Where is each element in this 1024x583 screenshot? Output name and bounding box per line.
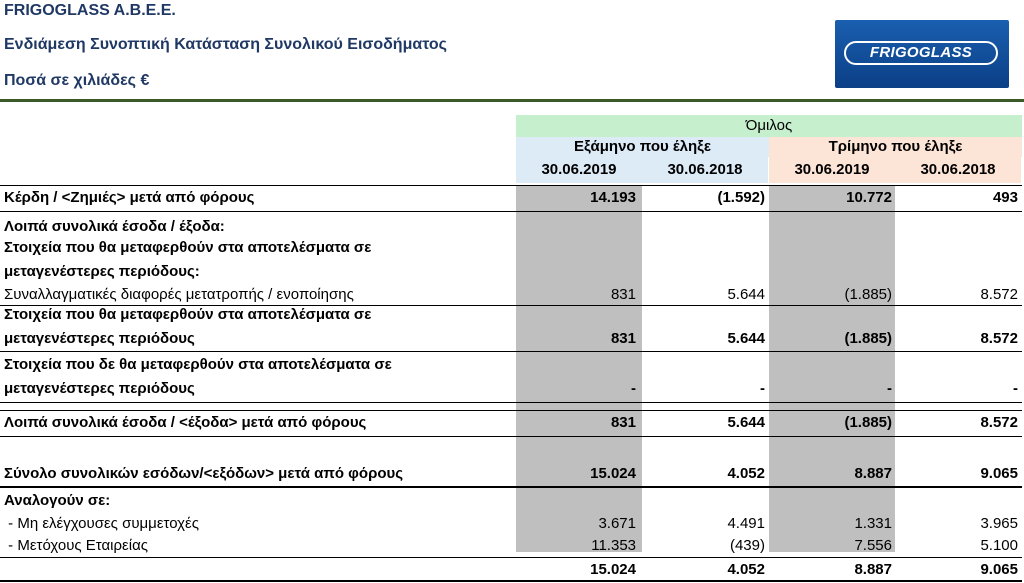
date-col-2: 30.06.2018 <box>642 157 768 183</box>
row-profit-label: Κέρδη / <Ζημιές> μετά από φόρους <box>4 189 255 206</box>
row-profit-value: 493 <box>992 189 1018 206</box>
row-reclass-total-value: (1.885) <box>844 330 892 347</box>
attrib-heading: Αναλογούν σε: <box>4 492 111 509</box>
row-fx-value: 8.572 <box>980 286 1018 303</box>
period-3m-header: Τρίμηνο που έληξε <box>769 137 1022 157</box>
row-owners-label: - Μετόχους Εταιρείας <box>4 537 148 554</box>
row-oci-after-tax-value: 831 <box>610 414 636 431</box>
row-reclass-total-value: 831 <box>610 330 636 347</box>
row-nci-value: 3.965 <box>980 515 1018 532</box>
table-rule <box>0 557 1022 558</box>
oci-heading: Λοιπά συνολικά έσοδα / έξοδα: <box>4 218 225 235</box>
row-non-reclass-label: μεταγενέστερες περιόδους <box>4 380 195 397</box>
row-fx-value: 5.644 <box>727 286 765 303</box>
table-rule <box>0 351 1022 352</box>
period-6m-header: Εξάμηνο που έληξε <box>516 137 769 157</box>
date-col-4: 30.06.2018 <box>895 157 1021 183</box>
row-nci-value: 3.671 <box>598 515 636 532</box>
logo-text: FRIGOGLASS <box>844 41 998 65</box>
table-rule <box>0 486 1022 488</box>
row-attrib-total-value: 4.052 <box>727 561 765 578</box>
row-reclass-total-value: 8.572 <box>980 330 1018 347</box>
column-shade-6m-2019 <box>516 186 642 552</box>
row-nci-label: - Μη ελέγχουσες συμμετοχές <box>4 515 199 532</box>
row-attrib-total-value: 15.024 <box>590 561 636 578</box>
date-col-1: 30.06.2019 <box>516 157 642 183</box>
row-nci-value: 1.331 <box>854 515 892 532</box>
row-total-ci-label: Σύνολο συνολικών εσόδων/<εξόδων> μετά από φόρους <box>4 465 404 482</box>
company-name: FRIGOGLASS A.B.E.E. <box>4 2 176 19</box>
table-rule <box>0 211 1022 212</box>
frigoglass-logo <box>835 20 1009 88</box>
row-non-reclass-value: - <box>887 380 892 397</box>
row-reclass-total-label: Στοιχεία που θα μεταφερθούν στα αποτελέσματα σε <box>4 306 372 323</box>
group-header: Όμιλος <box>516 115 1022 137</box>
row-nci-value: 4.491 <box>727 515 765 532</box>
header-rule <box>0 99 1024 102</box>
row-oci-after-tax-value: 5.644 <box>727 414 765 431</box>
reclass-heading: μεταγενέστερες περιόδους: <box>4 263 200 280</box>
row-owners-value: 11.353 <box>591 537 636 554</box>
reclass-heading: Στοιχεία που θα μεταφερθούν στα αποτελέσματα σε <box>4 239 372 256</box>
row-profit-value: 14.193 <box>590 189 636 206</box>
row-non-reclass-value: - <box>631 380 636 397</box>
statement-title: Ενδιάμεση Συνοπτική Κατάσταση Συνολικού Εισοδήματος <box>4 36 447 53</box>
row-total-ci-value: 9.065 <box>980 465 1018 482</box>
row-oci-after-tax-value: (1.885) <box>844 414 892 431</box>
row-owners-value: 7.556 <box>854 537 892 554</box>
row-fx-value: 831 <box>610 286 636 303</box>
row-oci-after-tax-value: 8.572 <box>980 414 1018 431</box>
row-total-ci-value: 8.887 <box>854 465 892 482</box>
row-profit-value: 10.772 <box>846 189 892 206</box>
row-total-ci-value: 4.052 <box>727 465 765 482</box>
row-owners-value: (439) <box>729 537 765 554</box>
row-fx-label: Συναλλαγματικές διαφορές μετατροπής / ενοποίησης <box>4 286 354 303</box>
row-oci-after-tax-label: Λοιπά συνολικά έσοδα / <έξοδα> μετά από φόρους <box>4 414 367 431</box>
table-rule <box>0 580 1022 582</box>
table-rule <box>0 185 1022 186</box>
row-non-reclass-value: - <box>760 380 765 397</box>
units-note: Ποσά σε χιλιάδες € <box>4 72 150 89</box>
row-profit-value: (1.592) <box>717 189 765 206</box>
row-attrib-total-value: 9.065 <box>980 561 1018 578</box>
row-fx-value: (1.885) <box>844 286 892 303</box>
row-non-reclass-value: - <box>1013 380 1018 397</box>
row-reclass-total-label: μεταγενέστερες περιόδους <box>4 330 195 347</box>
column-shade-3m-2019 <box>769 186 895 552</box>
row-reclass-total-value: 5.644 <box>727 330 765 347</box>
table-rule <box>0 410 1022 411</box>
row-total-ci-value: 15.024 <box>590 465 636 482</box>
row-owners-value: 5.100 <box>980 537 1018 554</box>
date-col-3: 30.06.2019 <box>769 157 895 183</box>
row-attrib-total-value: 8.887 <box>854 561 892 578</box>
row-non-reclass-label: Στοιχεία που δε θα μεταφερθούν στα αποτελέσματα σε <box>4 356 392 373</box>
table-rule <box>0 402 1022 403</box>
table-rule <box>0 436 1022 437</box>
